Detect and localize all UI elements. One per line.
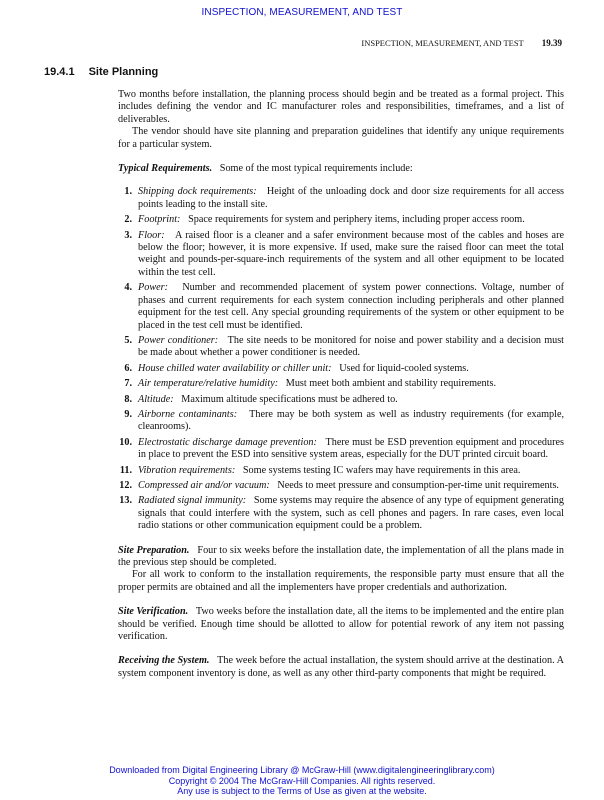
item-number: 9. bbox=[124, 408, 132, 420]
item-text: A raised floor is a cleaner and a safer environment because most of the cables and hoses are below the floor; however, it is more expensive. If used, make sure the raised floor can meet the total weight and pounds-per-square-inch requirements of the system and all other equipment to be located within the test cell. bbox=[138, 229, 564, 278]
item-term: Radiated signal immunity: bbox=[138, 495, 247, 507]
list-item bbox=[118, 394, 564, 406]
typical-requirements-text: Some of the most typical requirements include: bbox=[219, 163, 413, 175]
running-head bbox=[361, 38, 562, 48]
typical-requirements-paragraph bbox=[118, 163, 564, 175]
list-item bbox=[118, 465, 564, 477]
item-number: 8. bbox=[124, 393, 132, 405]
item-number: 10. bbox=[119, 436, 132, 448]
intro-paragraph: Two months before installation, the planning process should begin and be treated as a formal project. This includes defining the vendor and IC manufacturer roles and responsibilities, timeframes, and a list of deliverables. bbox=[118, 89, 564, 125]
item-number: 7. bbox=[124, 378, 132, 390]
item-text: Needs to meet pressure and consumption-per-time unit requirements. bbox=[277, 479, 559, 491]
list-item bbox=[118, 378, 564, 390]
item-text: Number and recommended placement of system power connections. Voltage, number of phases and current requirements for each system connection including peripherals and other planned equipment for the test cell. Any special grounding requirements of the system or other equipment to be placed in the test cell must be identified. bbox=[138, 282, 564, 331]
item-text: The site needs to be monitored for noise and power stability and a decision must be made about whether a power conditioner is needed. bbox=[138, 334, 565, 359]
item-number: 12. bbox=[119, 479, 132, 491]
list-item bbox=[118, 495, 564, 532]
list-item bbox=[118, 480, 564, 492]
site-preparation-paragraph bbox=[118, 545, 564, 570]
running-head-title: INSPECTION, MEASUREMENT, AND TEST bbox=[361, 38, 524, 48]
item-term: Power conditioner: bbox=[138, 334, 219, 346]
section-heading bbox=[44, 66, 158, 78]
footer-line-copyright: Copyright © 2004 The McGraw-Hill Companies. All rights reserved. bbox=[168, 775, 436, 786]
section-number: 19.4.1 bbox=[44, 66, 75, 78]
item-term: Power: bbox=[138, 282, 168, 294]
typical-requirements-heading: Typical Requirements. bbox=[118, 163, 213, 175]
item-term: Altitude: bbox=[138, 393, 174, 405]
item-term: Electrostatic discharge damage prevention: bbox=[138, 436, 317, 448]
item-number: 5. bbox=[124, 334, 132, 346]
item-number: 3. bbox=[124, 229, 132, 241]
item-term: Floor: bbox=[138, 229, 165, 241]
item-term: Compressed air and/or vacuum: bbox=[138, 479, 270, 491]
footer-line-terms[interactable]: Any use is subject to the Terms of Use as given at the website. bbox=[177, 786, 427, 796]
site-verification-text: Two weeks before the installation date, all the items to be implemented and the entire plan should be verified. Enough time should be allotted to allow for potential rework of any item not passing verification. bbox=[118, 606, 565, 643]
list-item bbox=[118, 214, 564, 226]
footer-line-download[interactable]: Downloaded from Digital Engineering Library @ McGraw-Hill (www.digitalengineeringlibrary.com) bbox=[109, 765, 495, 775]
site-preparation-heading: Site Preparation. bbox=[118, 544, 190, 556]
item-term: Air temperature/relative humidity: bbox=[138, 378, 279, 390]
page-number: 19.39 bbox=[541, 38, 562, 48]
list-item bbox=[118, 409, 564, 434]
item-text: There must be ESD prevention equipment and procedures in place to prevent the ESD into sensitive system areas, especially for the DUT printed circuit board. bbox=[138, 436, 565, 461]
item-text: Must meet both ambient and stability requirements. bbox=[285, 378, 496, 390]
item-term: House chilled water availability or chiller unit: bbox=[138, 362, 332, 374]
item-number: 13. bbox=[119, 495, 132, 507]
item-text: Some systems testing IC wafers may have requirements in this area. bbox=[242, 464, 521, 476]
item-text: Height of the unloading dock and door size requirements for all access points leading to the install site. bbox=[138, 186, 564, 210]
item-text: Space requirements for system and periphery items, including proper access room. bbox=[188, 214, 525, 226]
list-item bbox=[118, 282, 564, 332]
site-verification-heading: Site Verification. bbox=[118, 606, 189, 618]
item-text: Maximum altitude specifications must be adhered to. bbox=[181, 393, 398, 405]
receiving-system-paragraph bbox=[118, 655, 564, 680]
list-item bbox=[118, 186, 564, 211]
download-footer bbox=[0, 765, 604, 797]
site-verification-paragraph bbox=[118, 606, 564, 643]
list-item bbox=[118, 363, 564, 375]
item-text: Some systems may require the absence of any type of equipment generating signals that could interfere with the system, such as cell phones and pagers. In rare cases, even local radio stations or other communication equipment could be a problem. bbox=[138, 495, 564, 532]
list-item bbox=[118, 230, 564, 280]
item-text: There may be both system as well as industry requirements (for example, cleanrooms). bbox=[138, 408, 565, 433]
page-body bbox=[118, 89, 564, 680]
item-number: 1. bbox=[124, 186, 132, 198]
site-preparation-text: Four to six weeks before the installation date, the implementation of all the plans made in the previous step should be completed. bbox=[118, 544, 564, 568]
item-number: 11. bbox=[119, 464, 132, 476]
section-title: Site Planning bbox=[88, 66, 159, 78]
item-term: Airborne contaminants: bbox=[138, 408, 238, 420]
item-number: 2. bbox=[124, 214, 132, 226]
intro-paragraph: The vendor should have site planning and preparation guidelines that identify any unique requirements for a particular system. bbox=[118, 126, 564, 150]
item-term: Footprint: bbox=[138, 214, 181, 226]
item-term: Vibration requirements: bbox=[138, 464, 236, 476]
receiving-system-heading: Receiving the System. bbox=[118, 655, 210, 667]
list-item bbox=[118, 437, 564, 462]
top-banner: INSPECTION, MEASUREMENT, AND TEST bbox=[201, 7, 403, 18]
item-term: Shipping dock requirements: bbox=[138, 186, 257, 198]
receiving-system-text: The week before the actual installation, the system should arrive at the destination. A system component inventory is done, as well as any other third-party components that might be required. bbox=[118, 655, 565, 679]
list-item bbox=[118, 335, 564, 360]
item-number: 4. bbox=[124, 282, 132, 294]
item-text: Used for liquid-cooled systems. bbox=[339, 362, 469, 374]
site-preparation-paragraph-2: For all work to conform to the installation requirements, the responsible party must ensure that all the proper permits are obtained and all the implementers have proper credentials and authorization. bbox=[118, 569, 564, 593]
item-number: 6. bbox=[124, 362, 132, 374]
requirements-list bbox=[118, 186, 564, 532]
